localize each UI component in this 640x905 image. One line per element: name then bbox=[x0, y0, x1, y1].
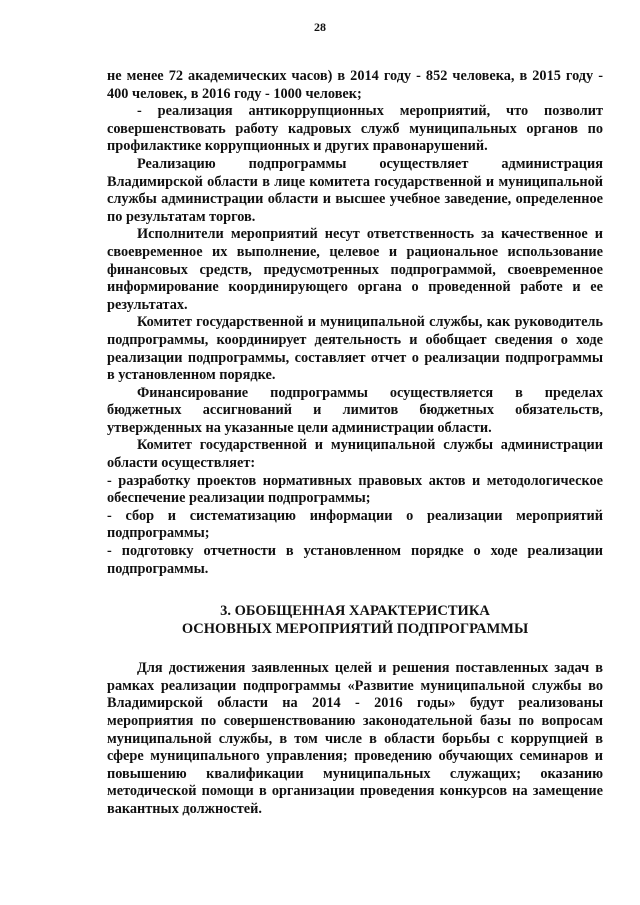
paragraph: Финансирование подпрограммы осуществляется в пределах бюджетных ассигнований и лимитов бюджетных обязательств, утвержденных на указанные цели администрации области. bbox=[107, 384, 603, 436]
paragraph: Комитет государственной и муниципальной службы администрации области осуществляет: bbox=[107, 437, 603, 472]
paragraph: Комитет государственной и муниципальной службы, как руководитель подпрограммы, координирует деятельность и обобщает сведения о ходе реализации подпрограммы, составляет отчет о реализации подпрограммы в установленном порядке. bbox=[107, 314, 603, 384]
paragraph: Реализацию подпрограммы осуществляет администрация Владимирской области в лице комитета государственной и муниципальной службы администрации области и высшее учебное заведение, определенное по результатам торгов. bbox=[107, 155, 603, 225]
page-number: 28 bbox=[314, 20, 326, 34]
section-heading-line: 3. ОБОБЩЕННАЯ ХАРАКТЕРИСТИКА bbox=[220, 603, 490, 620]
paragraph: - реализация антикоррупционных мероприятий, что позволит совершенствовать работу кадровых служб муниципальных органов по профилактике коррупционных и других правонарушений. bbox=[107, 103, 603, 155]
paragraph: Для достижения заявленных целей и решения поставленных задач в рамках реализации подпрограммы «Развитие муниципальной службы во Владимирской области на 2014 - 2016 годы» будут реализованы мероприятия по совершенствованию законодательной базы по вопросам муниципальной службы, в том числе в области борьбы с коррупцией в сфере муниципального управления; проведению обучающих семинаров и повышению квалификации муниципальных служащих; оказанию методической помощи в организации проведения конкурсов на замещение вакантных должностей. bbox=[107, 660, 603, 817]
list-item: - сбор и систематизацию информации о реализации мероприятий подпрограммы; bbox=[107, 507, 603, 542]
list-item: - разработку проектов нормативных правовых актов и методологическое обеспечение реализации подпрограммы; bbox=[107, 472, 603, 507]
document-body bbox=[107, 68, 603, 819]
section-heading-line: ОСНОВНЫХ МЕРОПРИЯТИЙ ПОДПРОГРАММЫ bbox=[181, 621, 529, 638]
section-heading bbox=[107, 602, 603, 638]
paragraph: не менее 72 академических часов) в 2014 году - 852 человека, в 2015 году - 400 человек, в 2016 году - 1000 человек; bbox=[107, 68, 603, 102]
list-item: - подготовку отчетности в установленном порядке о ходе реализации подпрограммы. bbox=[107, 543, 603, 577]
paragraph: Исполнители мероприятий несут ответственность за качественное и своевременное их выполнение, целевое и рациональное использование финансовых средств, предусмотренных подпрограммой, своевременное информирование координирующего органа о проведенной работе и ее результатах. bbox=[107, 226, 603, 313]
